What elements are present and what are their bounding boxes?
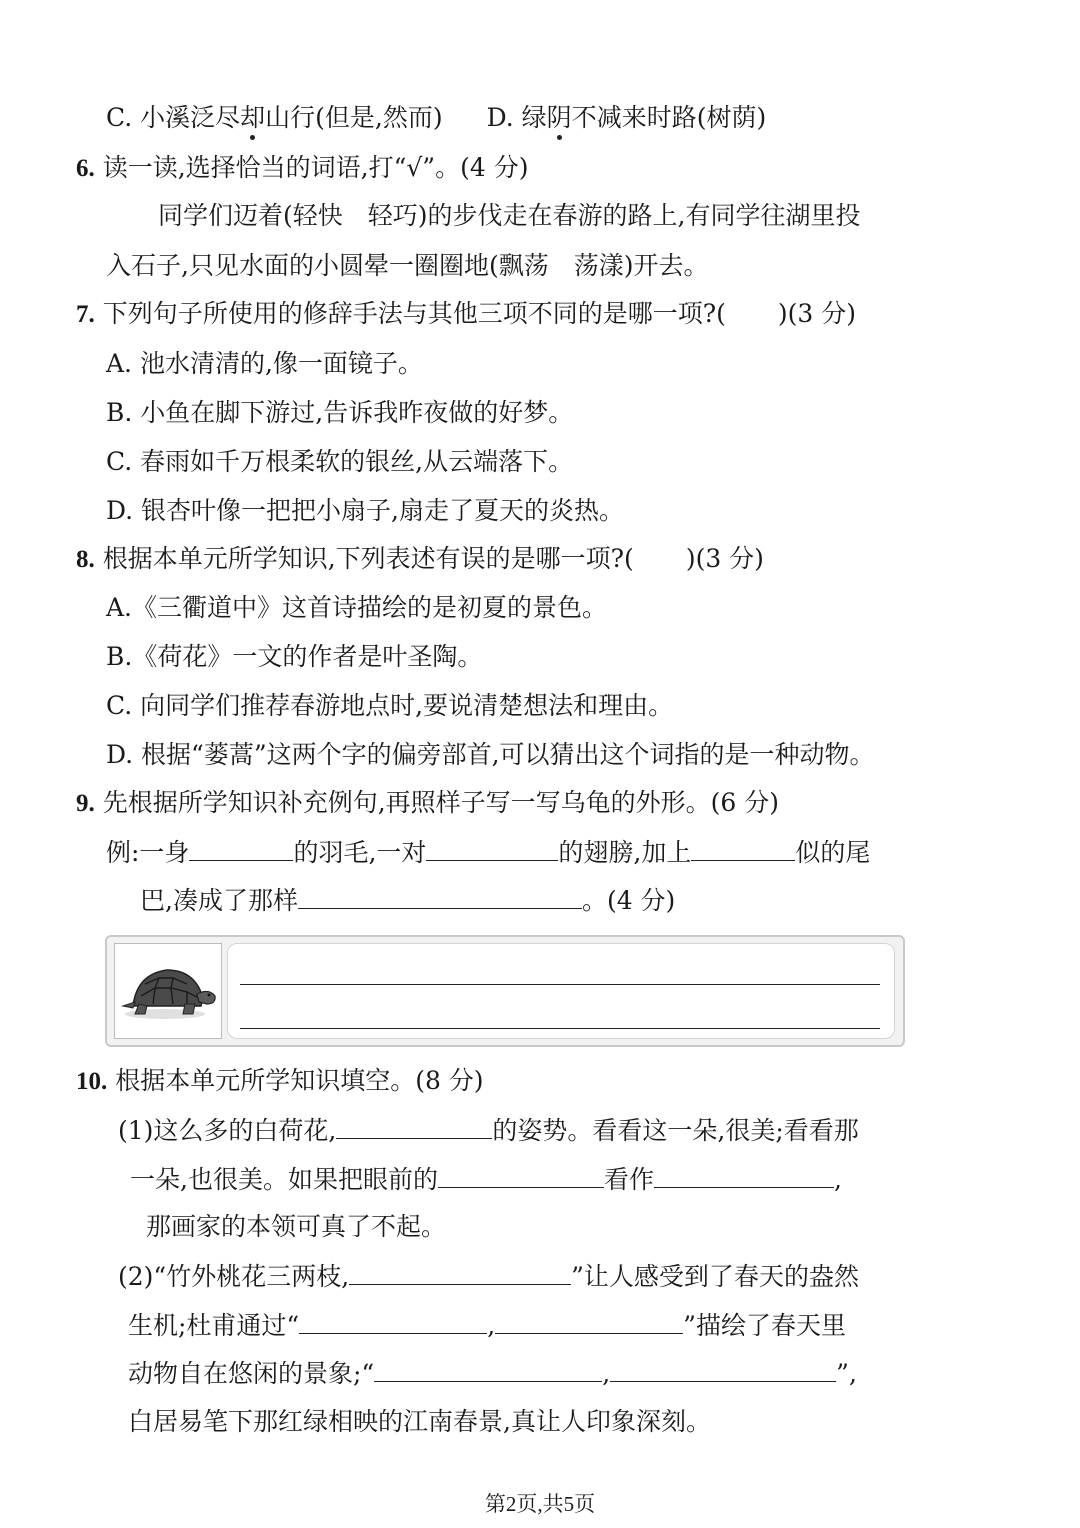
q10-blank-7[interactable] [374, 1355, 602, 1382]
q6-number: 6. [76, 155, 95, 182]
q10-number: 10. [76, 1068, 108, 1095]
q7-points: )(3 分) [777, 299, 856, 328]
q10-text: 生机;杜甫通过“ [128, 1311, 300, 1340]
q9-blank-3[interactable] [691, 834, 795, 861]
q7-prompt-line [76, 296, 856, 333]
q5-options-line [106, 100, 766, 136]
q10-blank-8[interactable] [610, 1355, 836, 1382]
q5-option-d-post: 不减来时路(树荫) [571, 103, 767, 132]
q7-option-d: D. 银杏叶像一把把小扇子,扇走了夏天的炎热。 [106, 496, 624, 525]
q8-points: )(3 分) [685, 544, 764, 573]
q9-blank-2[interactable] [426, 834, 558, 861]
q8-option-b: B.《荷花》一文的作者是叶圣陶。 [106, 642, 483, 671]
q10-text: (2)“竹外桃花三两枝, [118, 1262, 350, 1291]
q6-prompt-line [76, 150, 528, 187]
q10-text: ”让人感受到了春天的盎然 [571, 1262, 859, 1291]
q10-text: ”描绘了春天里 [683, 1311, 846, 1340]
q9-example-text: 的羽毛,一对 [293, 838, 427, 867]
q8-number: 8. [76, 546, 95, 573]
q5-option-d-dot-char: 阴 [546, 103, 572, 132]
q8-option-c: C. 向同学们推荐春游地点时,要说清楚想法和理由。 [106, 691, 674, 720]
q8-option-a: A.《三衢道中》这首诗描绘的是初夏的景色。 [106, 593, 608, 622]
q10-blank-6[interactable] [495, 1307, 683, 1334]
q10-part1-line-1 [118, 1112, 859, 1149]
q10-part2-line-1 [118, 1258, 859, 1295]
q9-example-line-1 [106, 834, 870, 871]
q6-passage-line-2: 入石子,只见水面的小圆晕一圈圈地(飘荡 荡漾)开去。 [106, 251, 709, 280]
q10-blank-2[interactable] [438, 1161, 604, 1188]
q9-writing-area[interactable] [227, 943, 895, 1039]
q10-text: 一朵,也很美。如果把眼前的 [130, 1165, 438, 1194]
turtle-icon [115, 944, 221, 1038]
q8-prompt: 根据本单元所学知识,下列表述有误的是哪一项?( [102, 544, 634, 573]
q9-write-line-1[interactable] [240, 984, 880, 985]
q10-prompt: 根据本单元所学知识填空。(8 分) [115, 1066, 484, 1095]
q9-writing-box [105, 935, 905, 1047]
q9-blank-4[interactable] [298, 882, 582, 909]
q7-number: 7. [76, 301, 95, 328]
q5-option-c-pre: C. 小溪泛尽 [106, 103, 241, 132]
q9-prompt: 先根据所学知识补充例句,再照样子写一写乌龟的外形。(6 分) [102, 788, 780, 817]
q9-example-line-2 [140, 882, 675, 919]
q7-prompt: 下列句子所使用的修辞手法与其他三项不同的是哪一项?( [102, 299, 726, 328]
turtle-picture-frame [114, 943, 222, 1039]
page-footer: 第2页,共5页 [484, 1492, 596, 1516]
q7-option-c: C. 春雨如千万根柔软的银丝,从云端落下。 [106, 447, 574, 476]
q9-write-line-2[interactable] [240, 1028, 880, 1029]
q10-blank-5[interactable] [299, 1307, 487, 1334]
q9-example-text: 例:一身 [106, 838, 190, 867]
q10-part2-line-2 [128, 1307, 846, 1344]
q10-text: (1)这么多的白荷花, [118, 1116, 337, 1145]
q10-text: ”, [836, 1359, 857, 1388]
q10-text: 动物自在悠闲的景象;“ [128, 1359, 375, 1388]
q10-part2-line-3 [128, 1355, 857, 1392]
q5-option-d-pre: D. 绿 [486, 103, 547, 132]
q10-prompt-line [76, 1063, 484, 1100]
q9-example-text: 巴,凑成了那样 [140, 886, 298, 915]
q5-option-c-dot-char: 却 [240, 103, 266, 132]
q10-part1-line-2 [130, 1161, 842, 1198]
q10-part2-line-4: 白居易笔下那红绿相映的江南春景,真让人印象深刻。 [128, 1407, 711, 1436]
q10-text: 看作 [603, 1165, 654, 1194]
q9-example-text: 的翅膀,加上 [558, 838, 692, 867]
q6-passage-line-1: 同学们迈着(轻快 轻巧)的步伐走在春游的路上,有同学往湖里投 [158, 201, 861, 230]
q10-text: , [602, 1359, 611, 1388]
q5-option-c-post: 山行(但是,然而) [265, 103, 443, 132]
q9-prompt-line [76, 785, 779, 822]
q10-text: , [487, 1311, 496, 1340]
q9-number: 9. [76, 790, 95, 817]
q7-option-a: A. 池水清清的,像一面镜子。 [106, 349, 423, 378]
q8-prompt-line [76, 541, 764, 578]
q9-blank-1[interactable] [189, 834, 293, 861]
q10-text: 的姿势。看看这一朵,很美;看看那 [492, 1116, 859, 1145]
q10-blank-4[interactable] [349, 1258, 571, 1285]
q7-option-b: B. 小鱼在脚下游过,告诉我昨夜做的好梦。 [106, 398, 574, 427]
q10-part1-line-3: 那画家的本领可真了不起。 [146, 1212, 447, 1241]
q10-blank-1[interactable] [336, 1112, 492, 1139]
q9-example-points: 。(4 分) [581, 886, 676, 915]
q8-option-d: D. 根据“蒌蒿”这两个字的偏旁部首,可以猜出这个词指的是一种动物。 [106, 740, 875, 769]
q10-blank-3[interactable] [654, 1161, 834, 1188]
q10-text: , [833, 1165, 842, 1194]
q6-prompt: 读一读,选择恰当的词语,打“√”。(4 分) [102, 153, 529, 182]
q9-example-text: 似的尾 [795, 838, 871, 867]
